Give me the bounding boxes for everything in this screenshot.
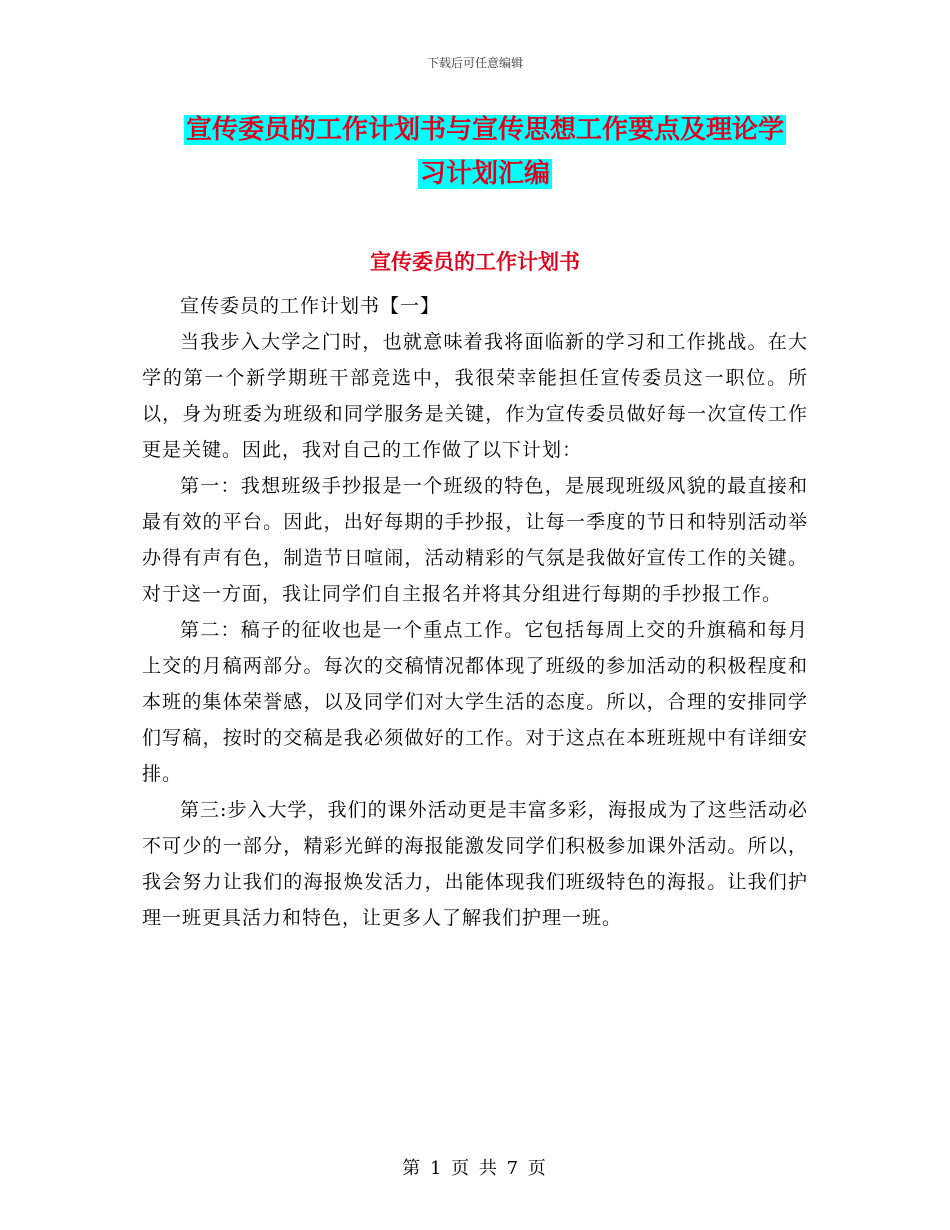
paragraph: 宣传委员的工作计划书【一】 [180, 295, 441, 317]
document-title-line-2: 习计划汇编 [419, 159, 550, 189]
paragraph: 第三:步入大学，我们的课外活动更是丰富多彩，海报成为了这些活动必不可少的一部分，精彩光鲜的海报能激发同学们积极参加课外活动。所以，我会努力让我们的海报焕发活力，出能体现我们班级特色的海报。让我们护理一班更具活力和特色，让更多人了解我们护理一班。 [142, 799, 808, 929]
paragraph: 当我步入大学之门时，也就意味着我将面临新的学习和工作挑战。在大学的第一个新学期班干部竞选中，我很荣幸能担任宣传委员这一职位。所以，身为班委为班级和同学服务是关键，作为宣传委员做好每一次宣传工作更是关键。因此，我对自己的工作做了以下计划： [142, 331, 808, 461]
document-title [140, 108, 830, 196]
header-note: 下载后可任意编辑 [426, 56, 523, 70]
page-footer: 第 1 页 共 7 页 [402, 1158, 548, 1179]
paragraph: 第一：我想班级手抄报是一个班级的特色，是展现班级风貌的最直接和最有效的平台。因此，出好每期的手抄报，让每一季度的节日和特别活动举办得有声有色，制造节日喧闹，活动精彩的气氛是我做好宣传工作的关键。对于这一方面，我让同学们自主报名并将其分组进行每期的手抄报工作。 [142, 475, 808, 605]
document-title-line-1: 宣传委员的工作计划书与宣传思想工作要点及理论学 [185, 115, 784, 145]
paragraph: 第二：稿子的征收也是一个重点工作。它包括每周上交的升旗稿和每月上交的月稿两部分。每次的交稿情况都体现了班级的参加活动的积极程度和本班的集体荣誉感，以及同学们对大学生活的态度。所以，合理的安排同学们写稿，按时的交稿是我必须做好的工作。对于这点在本班班规中有详细安排。 [142, 619, 808, 785]
section-title: 宣传委员的工作计划书 [370, 250, 580, 274]
document-body [142, 288, 808, 936]
